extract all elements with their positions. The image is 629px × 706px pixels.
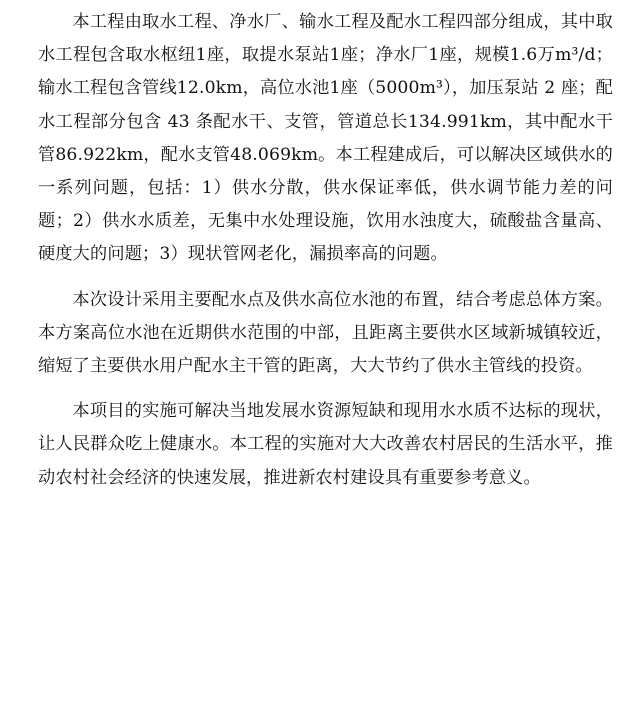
paragraph-design-scheme: 本次设计采用主要配水点及供水高位水池的布置，结合考虑总体方案。本方案高位水池在近期供水范围的中部，且距离主要供水区域新城镇较近，缩短了主要供水用户配水主干管的距离，大大节约了供水主管线的投资。 [38, 289, 613, 377]
paragraph-project-composition: 本工程由取水工程、净水厂、输水工程及配水工程四部分组成，其中取水工程包含取水枢纽1座，取提水泵站1座；净水厂1座，规模1.6万m³/d；输水工程包含管线12.0km，高位水池1座（5000m³），加压泵站 2 座；配水工程部分包含 43 条配水干、支管，管道总长134.991km，其中配水干管86.922km，配水支管48.069km。本工程建成后，可以解决区域供水的一系列问题，包括：1）供水分散，供水保证率低，供水调节能力差的问题；2）供水水质差，无集中水处理设施，饮用水浊度大，硫酸盐含量高、硬度大的问题；3）现状管网老化，漏损率高的问题。 [38, 12, 613, 265]
document-body [38, 6, 613, 495]
paragraph-project-significance: 本项目的实施可解决当地发展水资源短缺和现用水水质不达标的现状，让人民群众吃上健康水。本工程的实施对大大改善农村居民的生活水平，推动农村社会经济的快速发展，推进新农村建设具有重要参考意义。 [38, 401, 613, 488]
